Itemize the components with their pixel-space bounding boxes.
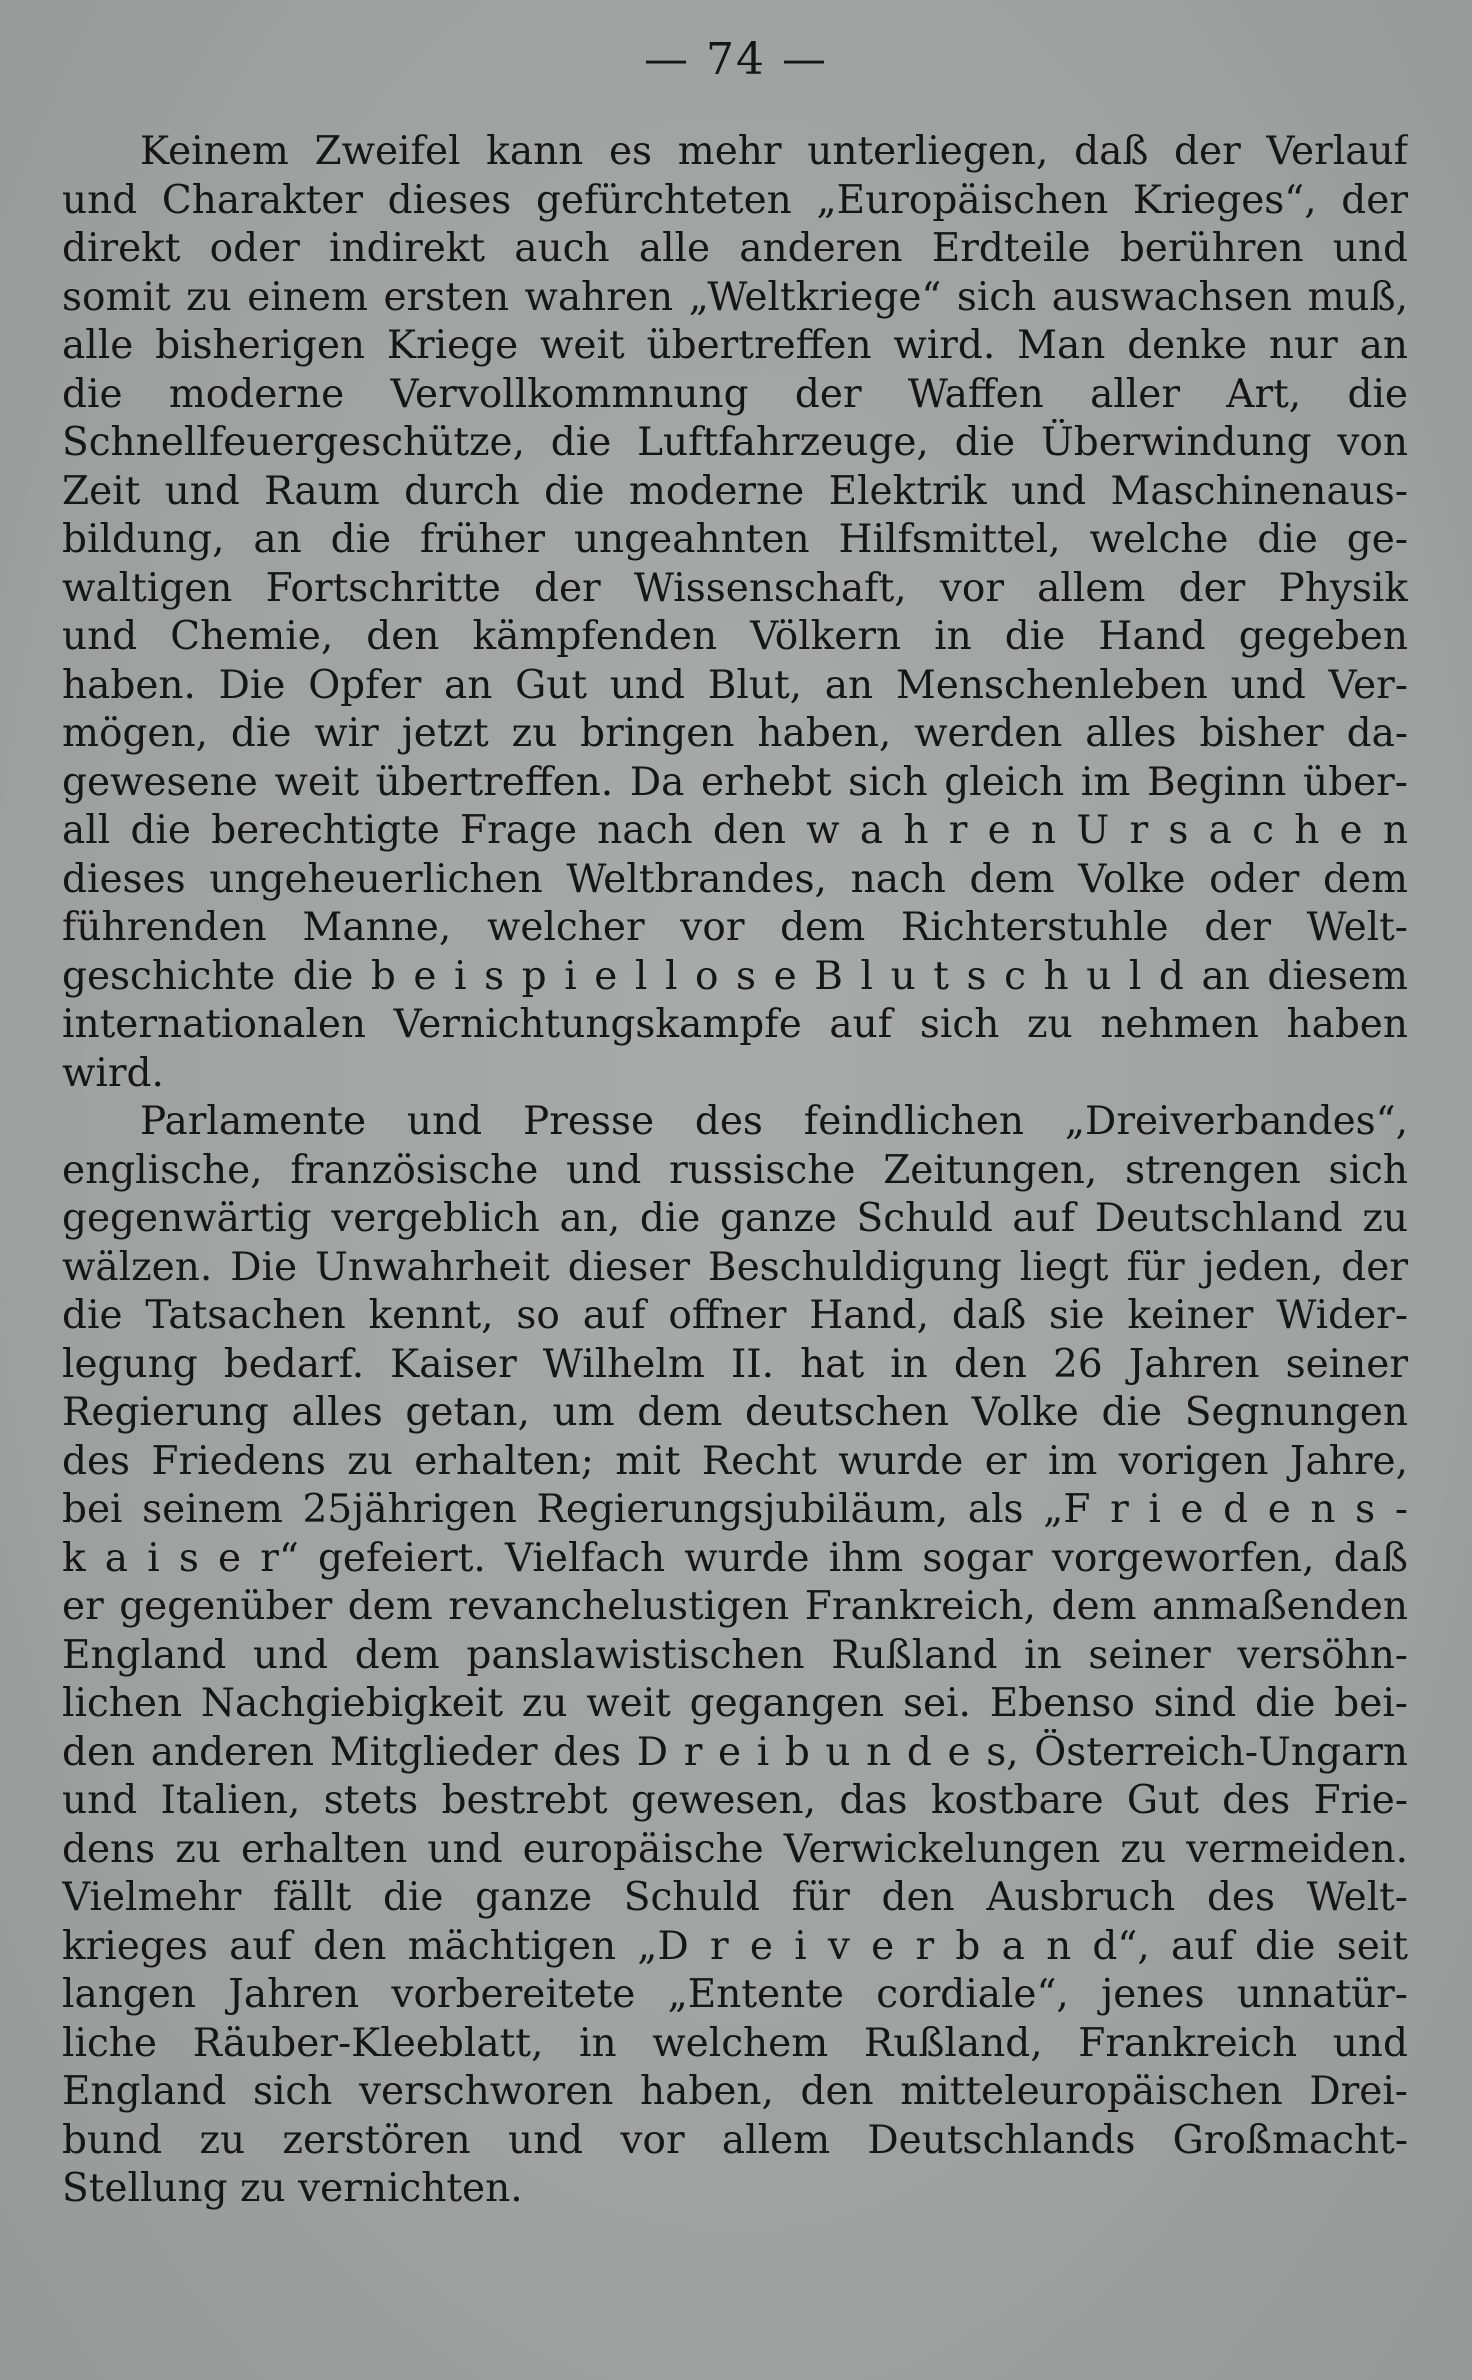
text-line: krieges auf den mächtigen „D r e i v e r b a n d“, auf die seit [62, 1923, 1408, 1969]
text-line: und Italien, stets bestrebt gewesen, das kostbare Gut des Frie- [62, 1778, 1408, 1823]
text-line: lichen Nachgiebigkeit zu weit gegangen sei. Ebenso sind die bei- [62, 1681, 1408, 1726]
text-line: k a i s e r“ gefeiert. Vielfach wurde ihm sogar vorgeworfen, daß [62, 1535, 1408, 1581]
text-line: legung bedarf. Kaiser Wilhelm II. hat in den 26 Jahren seiner [62, 1341, 1408, 1387]
text-line: alle bisherigen Kriege weit übertreffen wird. Man denke nur an [62, 323, 1408, 368]
text-line: Regierung alles getan, um dem deutschen Volke die Segnungen [62, 1390, 1408, 1435]
text-line: dens zu erhalten und europäische Verwickelungen zu vermeiden. [62, 1826, 1408, 1872]
text-line: die moderne Vervollkommnung der Waffen aller Art, die [62, 371, 1408, 417]
text-line: und Charakter dieses gefürchteten „Europäischen Krieges“, der [62, 177, 1408, 223]
text-line: England sich verschworen haben, den mitteleuropäischen Drei- [62, 2069, 1408, 2114]
text-line: Vielmehr fällt die ganze Schuld für den Ausbruch des Welt- [62, 1875, 1408, 1920]
text-line: haben. Die Opfer an Gut und Blut, an Menschenleben und Ver- [62, 662, 1408, 708]
text-line: gewesene weit übertreffen. Da erhebt sich gleich im Beginn über- [62, 759, 1408, 805]
text-line: führenden Manne, welcher vor dem Richterstuhle der Welt- [62, 905, 1408, 950]
text-line: den anderen Mitglieder des D r e i b u n d e s, Österreich-Ungarn [62, 1729, 1408, 1775]
text-line: bildung, an die früher ungeahnten Hilfsmittel, welche die ge- [62, 517, 1408, 562]
text-line: Stellung zu vernichten. [62, 2166, 523, 2211]
page-number: — 74 — [644, 34, 828, 85]
text-line: die Tatsachen kennt, so auf offner Hand, daß sie keiner Wider- [62, 1293, 1408, 1338]
text-line: wälzen. Die Unwahrheit dieser Beschuldigung liegt für jeden, der [62, 1244, 1408, 1290]
text-line: er gegenüber dem revanchelustigen Frankreich, dem anmaßenden [62, 1584, 1408, 1629]
text-line: Keinem Zweifel kann es mehr unterliegen, daß der Verlauf [140, 129, 1408, 174]
text-line: des Friedens zu erhalten; mit Recht wurde er im vorigen Jahre, [62, 1438, 1408, 1484]
text-line: englische, französische und russische Zeitungen, strengen sich [62, 1147, 1408, 1193]
text-line: gegenwärtig vergeblich an, die ganze Schuld auf Deutschland zu [62, 1196, 1408, 1241]
text-line: internationalen Vernichtungskampfe auf sich zu nehmen haben [62, 1002, 1408, 1047]
text-line: somit zu einem ersten wahren „Weltkriege“ sich auswachsen muß, [62, 274, 1408, 320]
text-line: wird. [62, 1050, 164, 1096]
text-line: und Chemie, den kämpfenden Völkern in die Hand gegeben [62, 614, 1408, 659]
text-line: Schnellfeuergeschütze, die Luftfahrzeuge, die Überwindung von [62, 420, 1408, 465]
body-text [62, 128, 1408, 2214]
text-line: geschichte die b e i s p i e l l o s e B l u t s c h u l d an diesem [62, 953, 1408, 999]
text-line: langen Jahren vorbereitete „Entente cordiale“, jenes unnatür- [62, 1972, 1408, 2017]
text-line: England und dem panslawistischen Rußland in seiner versöhn- [62, 1632, 1408, 1678]
text-line: dieses ungeheuerlichen Weltbrandes, nach dem Volke oder dem [62, 856, 1408, 902]
text-line: bei seinem 25jährigen Regierungsjubiläum, als „F r i e d e n s - [62, 1487, 1408, 1532]
text-line: mögen, die wir jetzt zu bringen haben, werden alles bisher da- [62, 711, 1408, 756]
text-line: waltigen Fortschritte der Wissenschaft, vor allem der Physik [62, 565, 1408, 611]
text-line: Parlamente und Presse des feindlichen „Dreiverbandes“, [140, 1099, 1408, 1144]
text-line: Zeit und Raum durch die moderne Elektrik und Maschinenaus- [62, 468, 1408, 514]
text-line: bund zu zerstören und vor allem Deutschlands Großmacht- [62, 2117, 1408, 2163]
text-line: all die berechtigte Frage nach den w a h r e n U r s a c h e n [62, 808, 1408, 853]
text-line: liche Räuber-Kleeblatt, in welchem Rußland, Frankreich und [62, 2020, 1408, 2066]
text-line: direkt oder indirekt auch alle anderen Erdteile berühren und [62, 226, 1408, 271]
